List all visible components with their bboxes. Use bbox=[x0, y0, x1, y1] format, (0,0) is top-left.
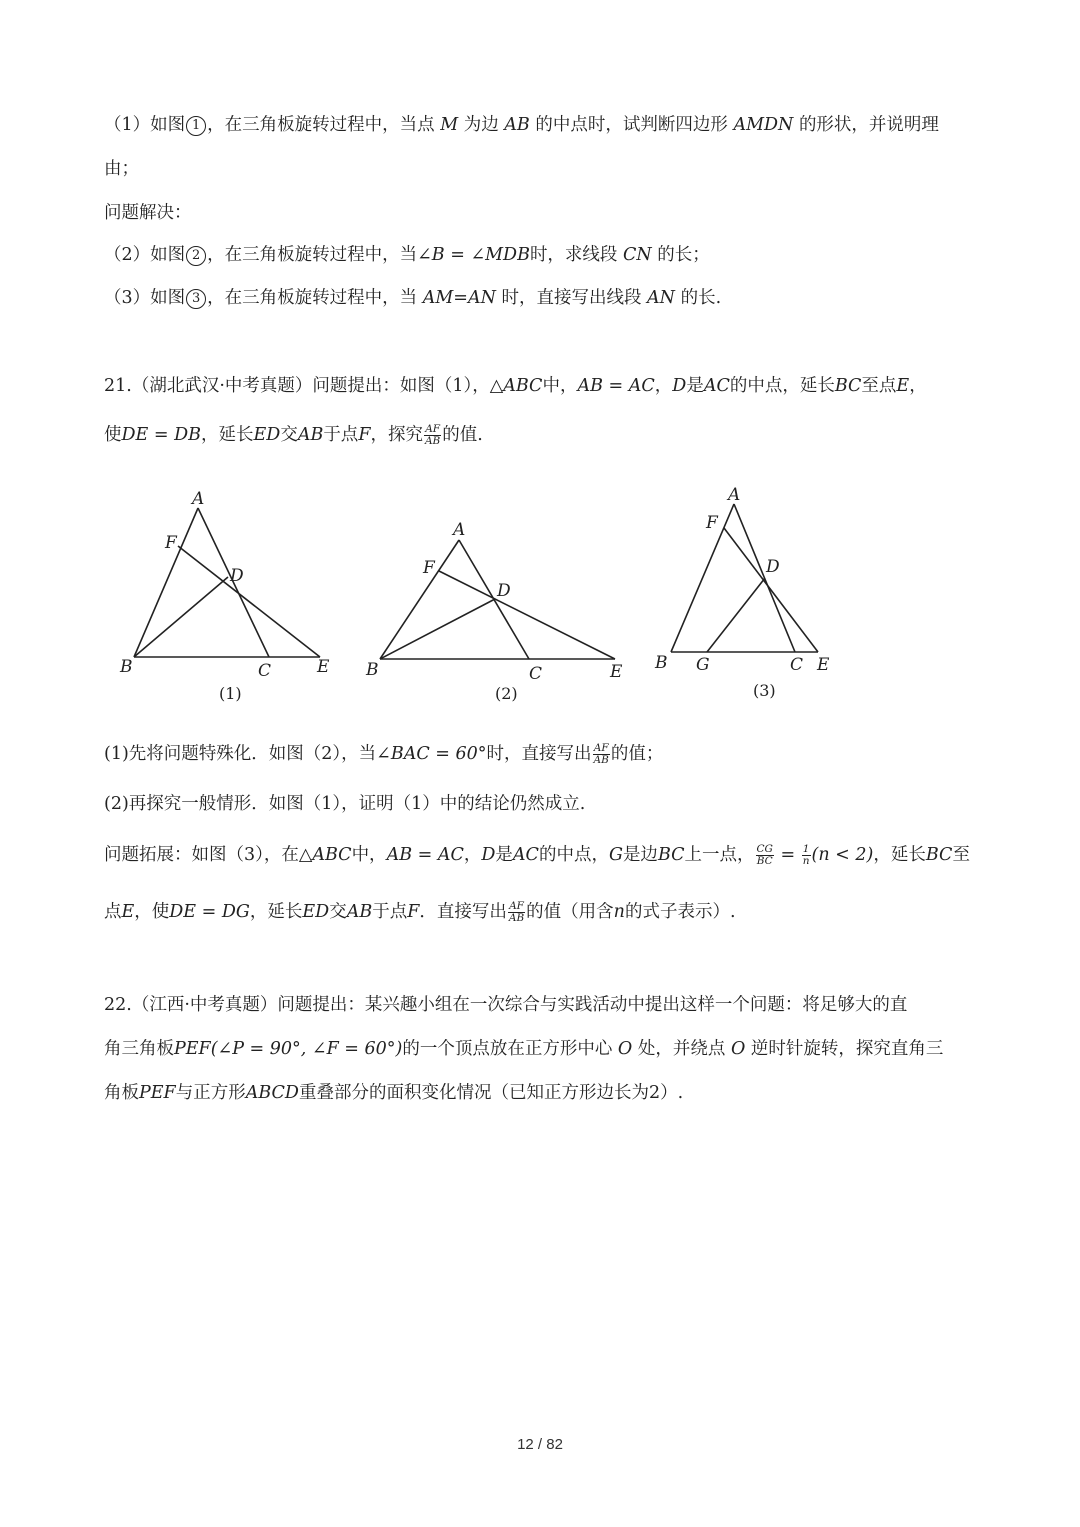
segment-bd bbox=[134, 577, 228, 657]
label-f: F bbox=[706, 513, 718, 533]
triangle-diagram-3 bbox=[650, 480, 850, 705]
triangle-diagram-2 bbox=[360, 510, 640, 710]
label-a: A bbox=[192, 489, 205, 509]
circled-number: 1 bbox=[186, 116, 206, 136]
label-c: C bbox=[529, 664, 543, 684]
p21-part1: (1)先将问题特殊化．如图（2），当∠BAC = 60°时，直接写出 $\frac{AF}{AB}$ 的值； bbox=[104, 742, 664, 766]
caption-3: (3) bbox=[753, 681, 776, 700]
figure-2 bbox=[360, 510, 640, 714]
label-b: B bbox=[120, 657, 133, 677]
p20-section-heading: 问题解决： bbox=[104, 203, 192, 223]
segment-fe bbox=[724, 528, 818, 652]
label-d: D bbox=[230, 566, 244, 586]
segment-bd bbox=[380, 599, 495, 659]
fraction-cg-bc: $\frac{CG}{BC}$ bbox=[756, 843, 773, 867]
label-f: F bbox=[423, 558, 435, 578]
fraction-af-ab: $\frac{AF}{AB}$ bbox=[508, 900, 525, 924]
label-d: D bbox=[497, 581, 511, 601]
label-g: G bbox=[696, 655, 710, 675]
p21-extension-line2: 点E，使DE = DG，延长ED交AB于点F．直接写出 $\frac{AF}{AB}$ 的值（用含n的式子表示）. bbox=[104, 900, 736, 924]
figure-1 bbox=[110, 480, 350, 714]
segment-ab bbox=[380, 540, 459, 659]
p21-line2: 使DE = DB，延长ED交AB于点F，探究 $\frac{AF}{AB}$ 的值. bbox=[104, 423, 483, 447]
label-d: D bbox=[766, 557, 780, 577]
circled-number: 3 bbox=[186, 289, 206, 309]
label-e: E bbox=[317, 657, 330, 677]
p20-q3-line: （3）如图 3 ，在三角板旋转过程中，当 AM=AN 时，直接写出线段 AN 的长. bbox=[104, 288, 722, 308]
segment-gd bbox=[707, 578, 765, 652]
label-c: C bbox=[790, 655, 804, 675]
p22-line1: 22.（江西·中考真题）问题提出：某兴趣小组在一次综合与实践活动中提出这样一个问题：将足够大的直 bbox=[104, 995, 908, 1015]
label-e: E bbox=[817, 655, 830, 675]
circled-number: 2 bbox=[186, 246, 206, 266]
caption-1: (1) bbox=[219, 684, 242, 703]
label-f: F bbox=[165, 533, 177, 553]
p20-q2-line: （2）如图 2 ，在三角板旋转过程中，当∠B = ∠MDB时，求线段 CN 的长； bbox=[104, 245, 710, 265]
p21-extension-line1: 问题拓展：如图（3），在△ABC中，AB = AC，D是AC的中点，G是边BC上一点， $\frac{CG}{BC}$ = $\frac{1}{n}$ (n < 2)，延长BC至 bbox=[104, 843, 970, 867]
label-b: B bbox=[366, 660, 379, 680]
p22-line2: 角三角板PEF(∠P = 90°, ∠F = 60°)的一个顶点放在正方形中心 O 处，并绕点 O 逆时针旋转，探究直角三 bbox=[104, 1039, 944, 1059]
label-c: C bbox=[258, 661, 272, 681]
p21-part2: (2)再探究一般情形．如图（1），证明（1）中的结论仍然成立. bbox=[104, 794, 586, 814]
label-e: E bbox=[610, 662, 623, 682]
fraction-af-ab: $\frac{AF}{AB}$ bbox=[593, 742, 609, 766]
label-b: B bbox=[655, 653, 668, 673]
label-a: A bbox=[453, 520, 466, 540]
p21-line1: 21.（湖北武汉·中考真题）问题提出：如图（1），△ABC中，AB = AC，D是AC的中点，延长BC至点E， bbox=[104, 376, 927, 396]
page-number: 12 / 82 bbox=[517, 1436, 563, 1453]
p20-q1-line1: （1）如图 1 ，在三角板旋转过程中，当点 M 为边 AB 的中点时，试判断四边形 AMDN 的形状，并说明理 bbox=[104, 115, 939, 135]
label-a: A bbox=[728, 485, 741, 505]
p20-q1-line2: 由； bbox=[104, 159, 139, 179]
figure-3 bbox=[650, 480, 850, 709]
triangle-diagram-1 bbox=[110, 480, 350, 710]
fraction-1-n: $\frac{1}{n}$ bbox=[802, 843, 810, 867]
fraction-af-ab: $\frac{AF}{AB}$ bbox=[424, 423, 441, 447]
caption-2: (2) bbox=[495, 684, 518, 703]
segment-ab bbox=[134, 508, 198, 657]
p22-line3: 角板PEF与正方形ABCD重叠部分的面积变化情况（已知正方形边长为2）. bbox=[104, 1083, 684, 1103]
